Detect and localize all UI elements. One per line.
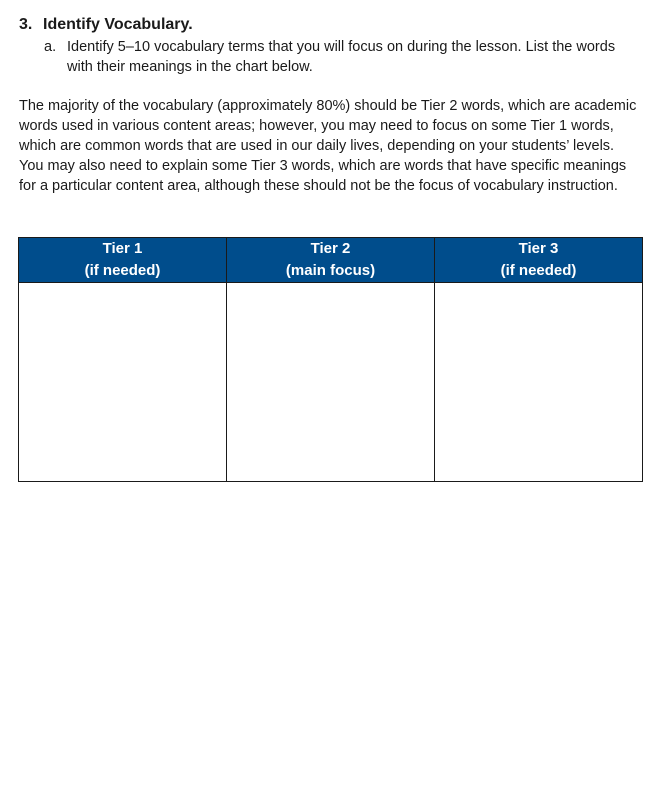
section-number: 3.: [19, 16, 33, 33]
instruction-item: [44, 37, 624, 77]
tier-1-cell[interactable]: [19, 283, 227, 482]
intro-paragraph: The majority of the vocabulary (approximately 80%) should be Tier 2 words, which are academic words used in various content areas; however, you may need to focus on some Tier 1 words, which are common words that are used in our daily lives, depending on your students’ levels. You may also need to explain some Tier 3 words, which are words that have specific meanings for a particular content area, although these should not be the focus of vocabulary instruction.: [19, 98, 637, 194]
table-header-row: [19, 238, 643, 283]
tier-3-title: Tier 3: [518, 240, 559, 257]
section-title: Identify Vocabulary.: [43, 16, 193, 33]
vocabulary-table: [18, 237, 643, 482]
table-row: [19, 283, 643, 482]
instruction-text: Identify 5–10 vocabulary terms that you will focus on during the lesson. List the words with their meanings in the chart below.: [67, 39, 616, 75]
instruction-marker: a.: [44, 39, 57, 55]
tier-2-cell[interactable]: [227, 283, 435, 482]
section-heading: [19, 14, 193, 36]
tier-3-cell[interactable]: [435, 283, 643, 482]
tier-2-header: [227, 238, 435, 283]
tier-3-subtitle: (if needed): [500, 262, 577, 279]
tier-3-header: [435, 238, 643, 283]
tier-1-title: Tier 1: [102, 240, 143, 257]
tier-1-subtitle: (if needed): [84, 262, 161, 279]
tier-1-header: [19, 238, 227, 283]
tier-2-subtitle: (main focus): [285, 262, 376, 279]
tier-2-title: Tier 2: [310, 240, 351, 257]
